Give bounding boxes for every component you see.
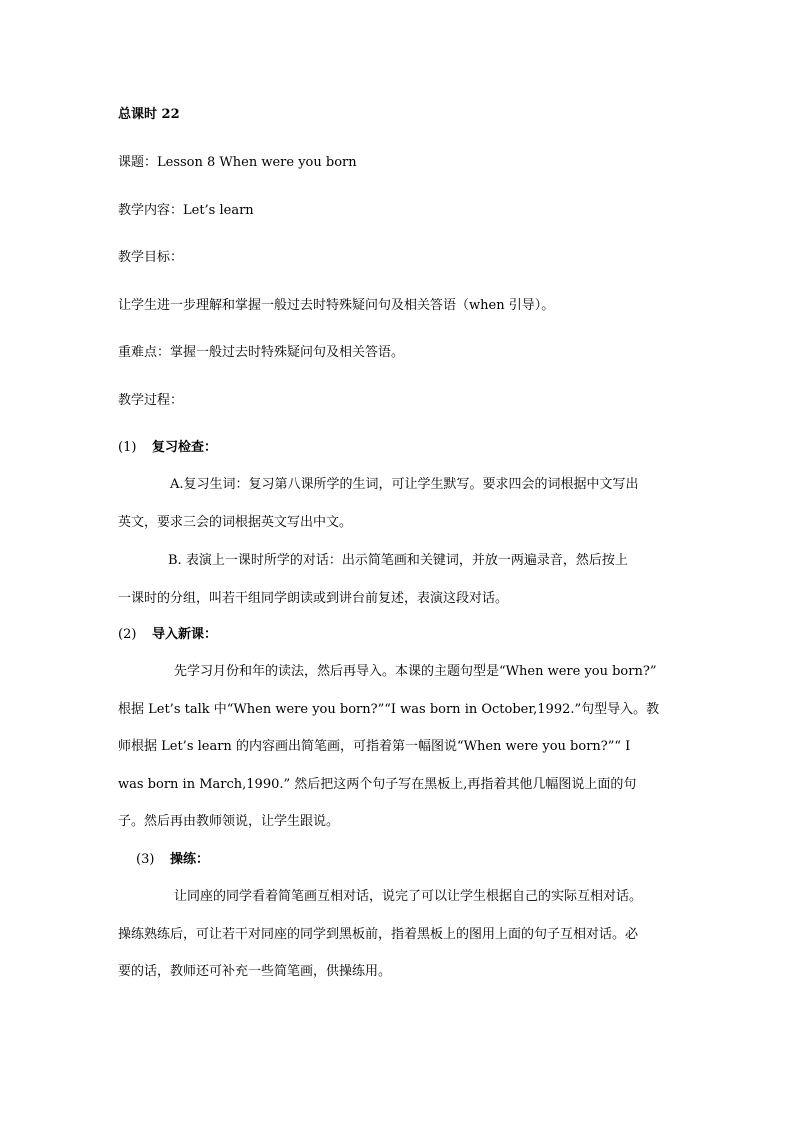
section-3-line-1: 让同座的同学看着简笔画互相对话，说完了可以让学生根据自己的实际互相对话。 (174, 889, 643, 904)
section-2-title: 导入新课： (152, 627, 218, 642)
section-1-b-line-2: 一课时的分组，叫若干组同学朗读或到讲台前复述，表演这段对话。 (118, 591, 509, 606)
section-2-line-1: 先学习月份和年的读法，然后再导入。本课的主题句型是“When were you born?” (174, 664, 657, 679)
section-1-heading (118, 439, 217, 457)
process-label: 教学过程： (118, 393, 184, 408)
total-lesson: 总课时 22 (118, 107, 180, 122)
objectives-label: 教学目标： (118, 250, 184, 265)
section-3-title: 操练： (170, 852, 210, 867)
section-1-title: 复习检查： (152, 440, 218, 455)
lesson-topic: 课题：Lesson 8 When were you born (118, 155, 357, 170)
section-1-a-line-2: 英文，要求三会的词根据英文写出中文。 (118, 515, 353, 530)
section-2-heading (118, 626, 217, 644)
section-1-b-line-1: B. 表演上一课时所学的对话：出示简笔画和关键词，并放一两遍录音，然后按上 (168, 553, 628, 568)
section-2-number: (2) (118, 627, 137, 642)
section-2-line-2: 根据 Let’s talk 中“When were you born?”“I was born in October,1992.”句型导入。教 (118, 702, 660, 717)
section-3-line-3: 要的话，教师还可补充一些简笔画，供操练用。 (118, 964, 392, 979)
section-3-line-2: 操练熟练后，可让若干对同座的同学到黑板前，指着黑板上的图用上面的句子互相对话。必 (118, 927, 639, 942)
objectives-text: 让学生进一步理解和掌握一般过去时特殊疑问句及相关答语（when 引导）。 (118, 298, 555, 313)
teaching-content: 教学内容：Let’s learn (118, 203, 254, 218)
section-2-line-5: 子。然后再由教师领说，让学生跟说。 (118, 814, 340, 829)
section-1-number: (1) (118, 440, 137, 455)
key-points: 重难点：掌握一般过去时特殊疑问句及相关答语。 (118, 345, 405, 360)
section-3-number: (3) (136, 852, 155, 867)
section-2-line-3: 师根据 Let’s learn 的内容画出简笔画，可指着第一幅图说“When were you born?”“ I (118, 739, 631, 754)
section-2-line-4: was born in March,1990.” 然后把这两个句子写在黑板上,再指着其他几幅图说上面的句 (118, 777, 637, 792)
section-3-heading (136, 851, 209, 869)
section-1-a-line-1: A.复习生词：复习第八课所学的生词，可让学生默写。要求四会的词根据中文写出 (170, 477, 639, 492)
